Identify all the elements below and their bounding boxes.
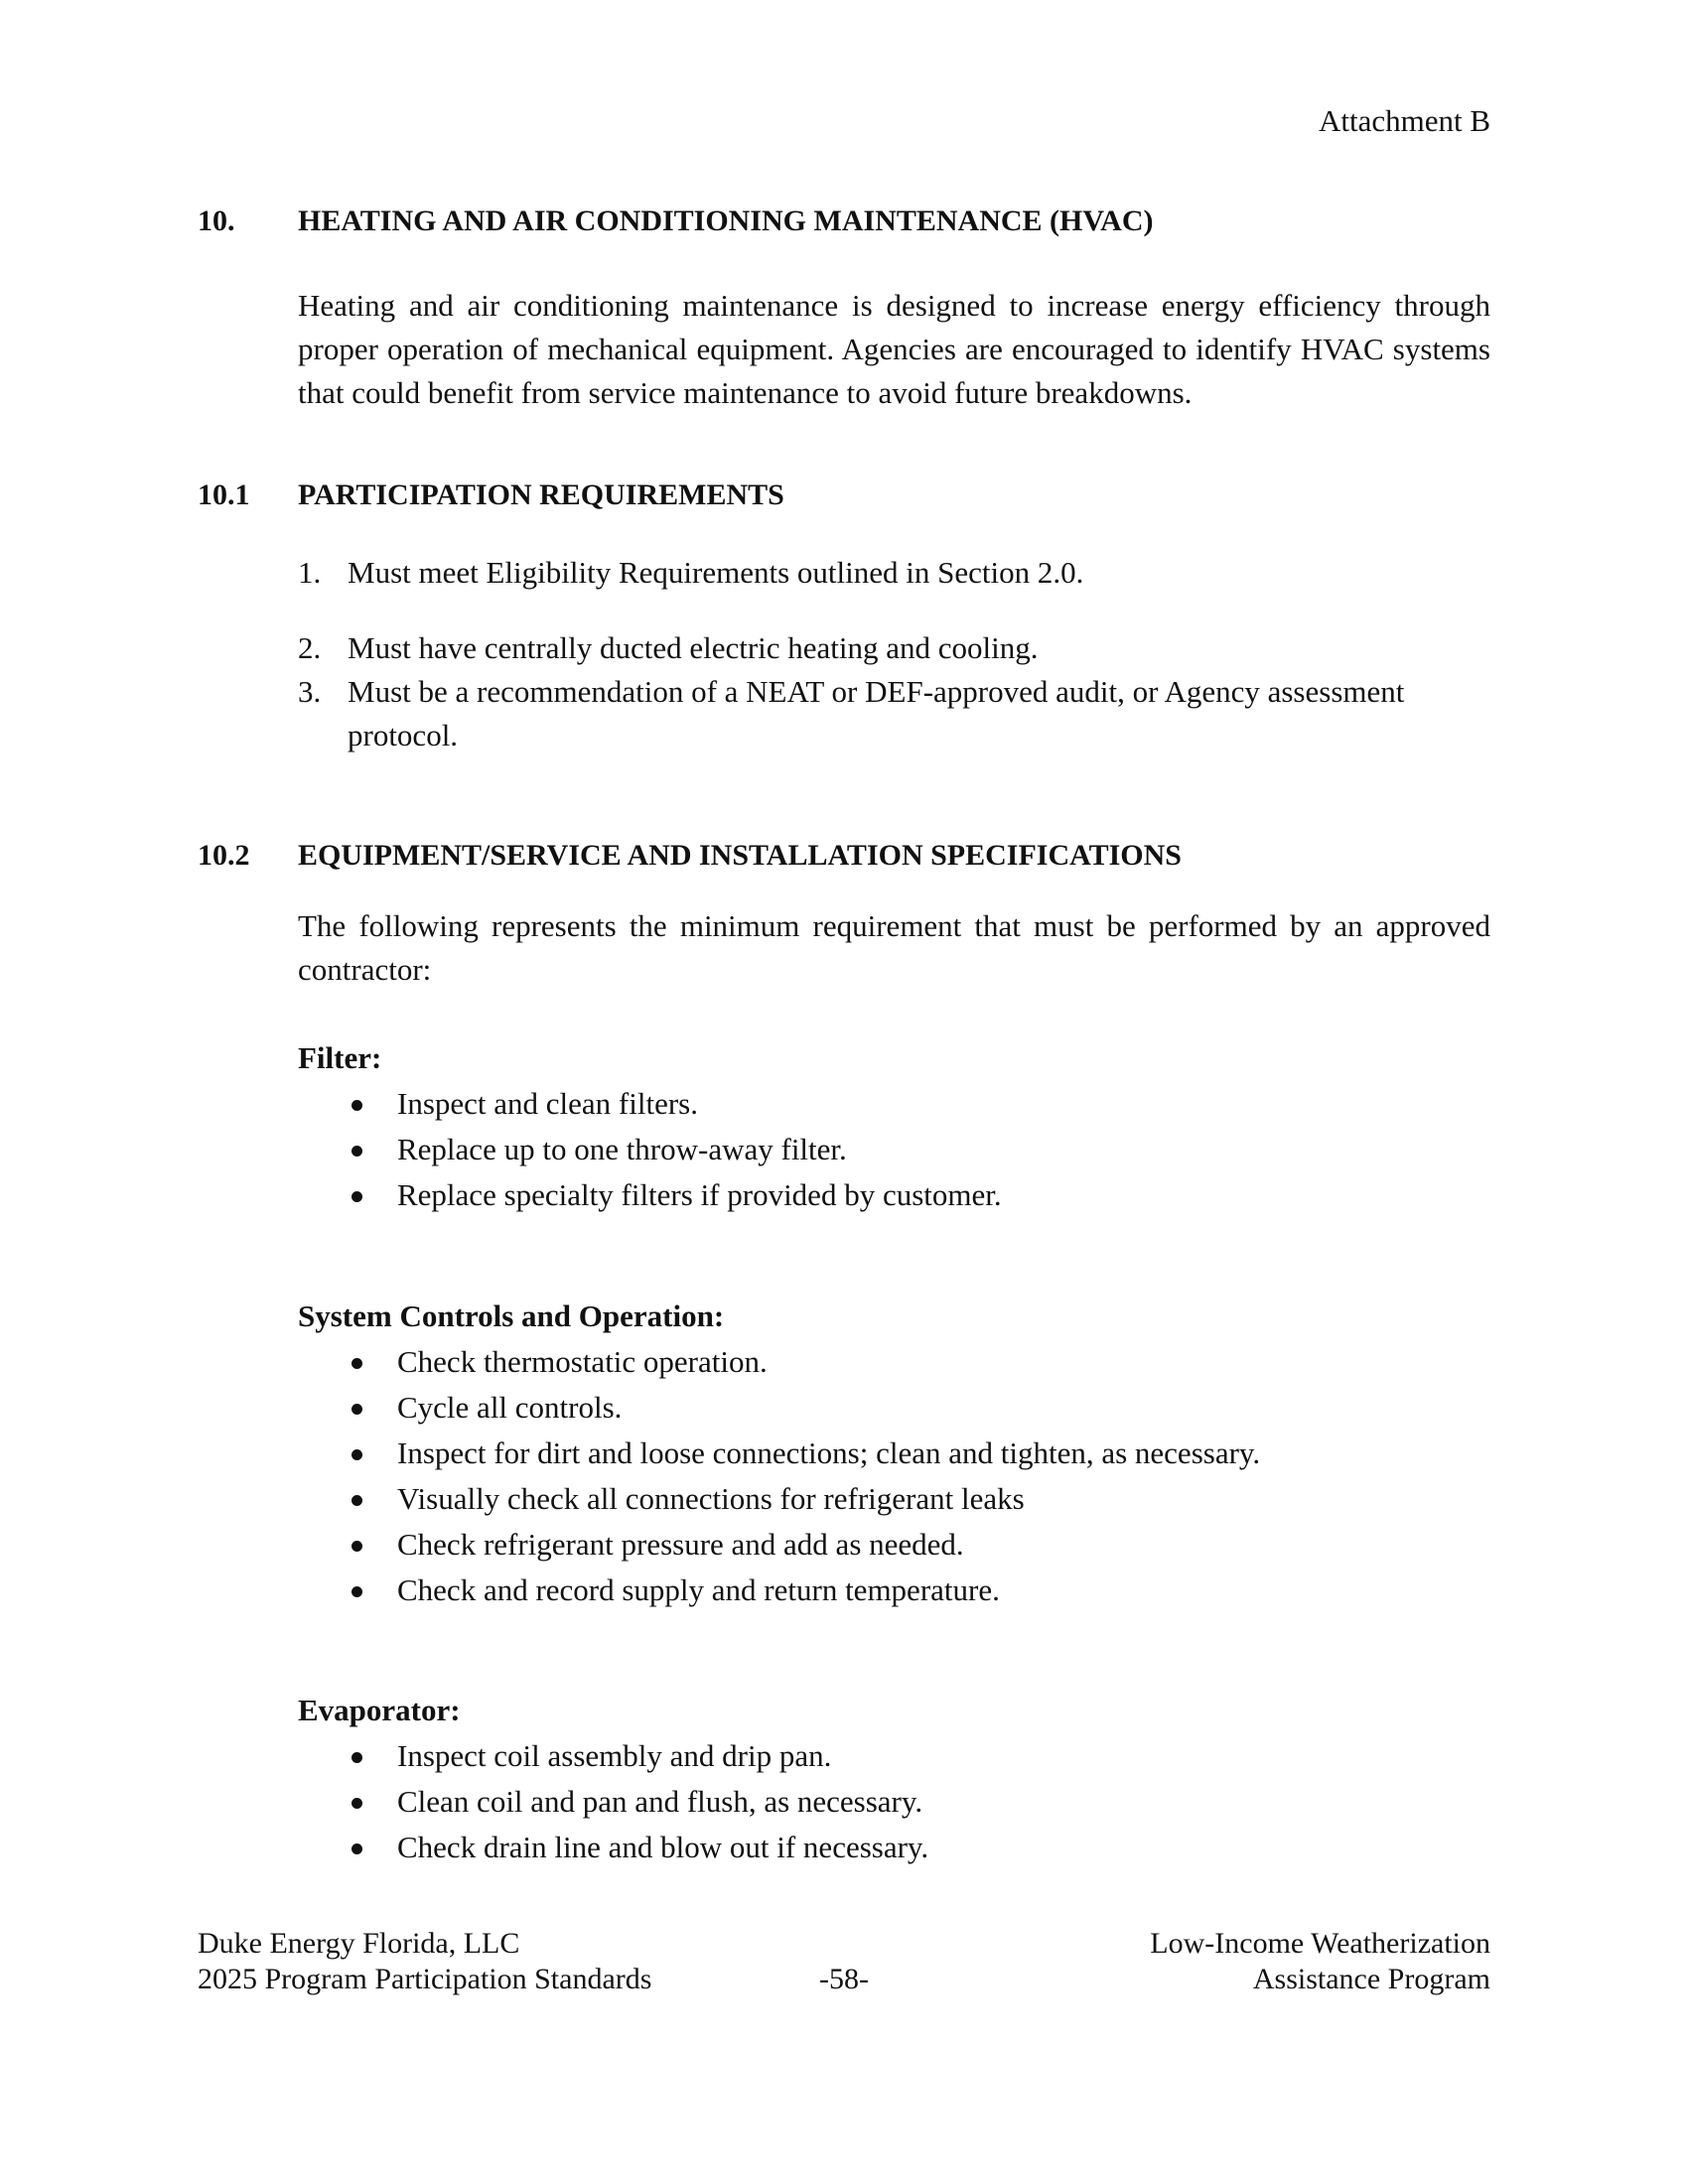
list-item-text: Cycle all controls. — [397, 1390, 623, 1425]
list-item — [348, 1386, 1260, 1432]
bullet-icon — [352, 1100, 362, 1111]
list-number: 3. — [298, 674, 322, 709]
list-item-text: Check drain line and blow out if necessary. — [397, 1830, 929, 1864]
section-title: PARTICIPATION REQUIREMENTS — [298, 478, 784, 511]
list-item — [348, 1523, 1260, 1569]
footer-program-line2: Assistance Program — [1252, 1963, 1490, 1995]
bullet-icon — [352, 1586, 362, 1597]
list-item-text: Inspect for dirt and loose connections; clean and tighten, as necessary. — [397, 1435, 1261, 1470]
bullet-icon — [352, 1146, 362, 1157]
list-item-text: Inspect coil assembly and drip pan. — [397, 1738, 832, 1773]
footer-right — [1150, 1926, 1490, 1997]
bullet-icon — [352, 1358, 362, 1369]
footer-left — [198, 1926, 651, 1997]
list-item-text: Inspect and clean filters. — [397, 1086, 698, 1121]
section-10-2-intro: The following represents the minimum requirement that must be performed by an approved contractor: — [298, 908, 1490, 987]
page-number: -58- — [819, 1963, 869, 1995]
list-item — [348, 1082, 1002, 1128]
list-item — [348, 1477, 1260, 1523]
filter-list — [348, 1082, 1002, 1219]
bullet-icon — [352, 1495, 362, 1506]
list-item-text: Check and record supply and return temperature. — [397, 1572, 1000, 1607]
section-number: 10. — [198, 205, 235, 237]
list-item-text: Clean coil and pan and flush, as necessary. — [397, 1784, 923, 1819]
list-item — [348, 1432, 1260, 1477]
evaporator-list — [348, 1734, 928, 1871]
list-item-text: Must meet Eligibility Requirements outlined in Section 2.0. — [348, 555, 1084, 590]
system-controls-heading: System Controls and Operation: — [298, 1298, 725, 1333]
list-item — [348, 1780, 928, 1826]
list-item-text: Must have centrally ducted electric heating and cooling. — [348, 630, 1039, 665]
list-item — [348, 1826, 928, 1871]
list-item-text: Check refrigerant pressure and add as needed. — [397, 1527, 964, 1562]
list-item — [348, 1569, 1260, 1614]
list-number: 1. — [298, 555, 322, 590]
list-item-text: Replace specialty filters if provided by customer. — [397, 1177, 1002, 1212]
list-item-text: Visually check all connections for refrigerant leaks — [397, 1481, 1025, 1516]
footer-company: Duke Energy Florida, LLC — [198, 1927, 520, 1960]
bullet-icon — [352, 1752, 362, 1763]
participation-requirements-list — [298, 551, 1490, 757]
list-item — [348, 1340, 1260, 1386]
attachment-label: Attachment B — [1318, 103, 1490, 138]
list-item — [348, 1173, 1002, 1219]
bullet-icon — [352, 1843, 362, 1854]
list-item-text: Check thermostatic operation. — [397, 1344, 768, 1379]
bullet-icon — [352, 1404, 362, 1415]
list-item — [348, 1734, 928, 1780]
footer-document-title: 2025 Program Participation Standards — [198, 1963, 652, 1995]
bullet-icon — [352, 1191, 362, 1202]
footer-program-line1: Low-Income Weatherization — [1150, 1927, 1490, 1960]
list-item — [348, 1128, 1002, 1173]
section-number: 10.1 — [198, 478, 250, 511]
bullet-icon — [352, 1541, 362, 1552]
section-title: HEATING AND AIR CONDITIONING MAINTENANCE (HVAC) — [298, 205, 1154, 237]
bullet-icon — [352, 1798, 362, 1809]
list-number: 2. — [298, 630, 322, 665]
list-item — [298, 670, 1490, 757]
list-item — [298, 626, 1490, 670]
section-title: EQUIPMENT/SERVICE AND INSTALLATION SPECIFICATIONS — [298, 839, 1182, 872]
list-item-text: Replace up to one throw-away filter. — [397, 1132, 847, 1166]
list-item-text: Must be a recommendation of a NEAT or DEF-approved audit, or Agency assessment protocol. — [348, 674, 1405, 752]
section-10-body: Heating and air conditioning maintenance is designed to increase energy efficiency through proper operation of mechanical equipment. Agencies are encouraged to identify HVAC systems that could benefit from service maintenance to avoid future breakdowns. — [298, 288, 1490, 410]
list-item — [298, 551, 1490, 595]
bullet-icon — [352, 1449, 362, 1460]
system-controls-list — [348, 1340, 1260, 1614]
filter-heading: Filter: — [298, 1040, 382, 1075]
section-number: 10.2 — [198, 839, 250, 872]
evaporator-heading: Evaporator: — [298, 1693, 461, 1727]
